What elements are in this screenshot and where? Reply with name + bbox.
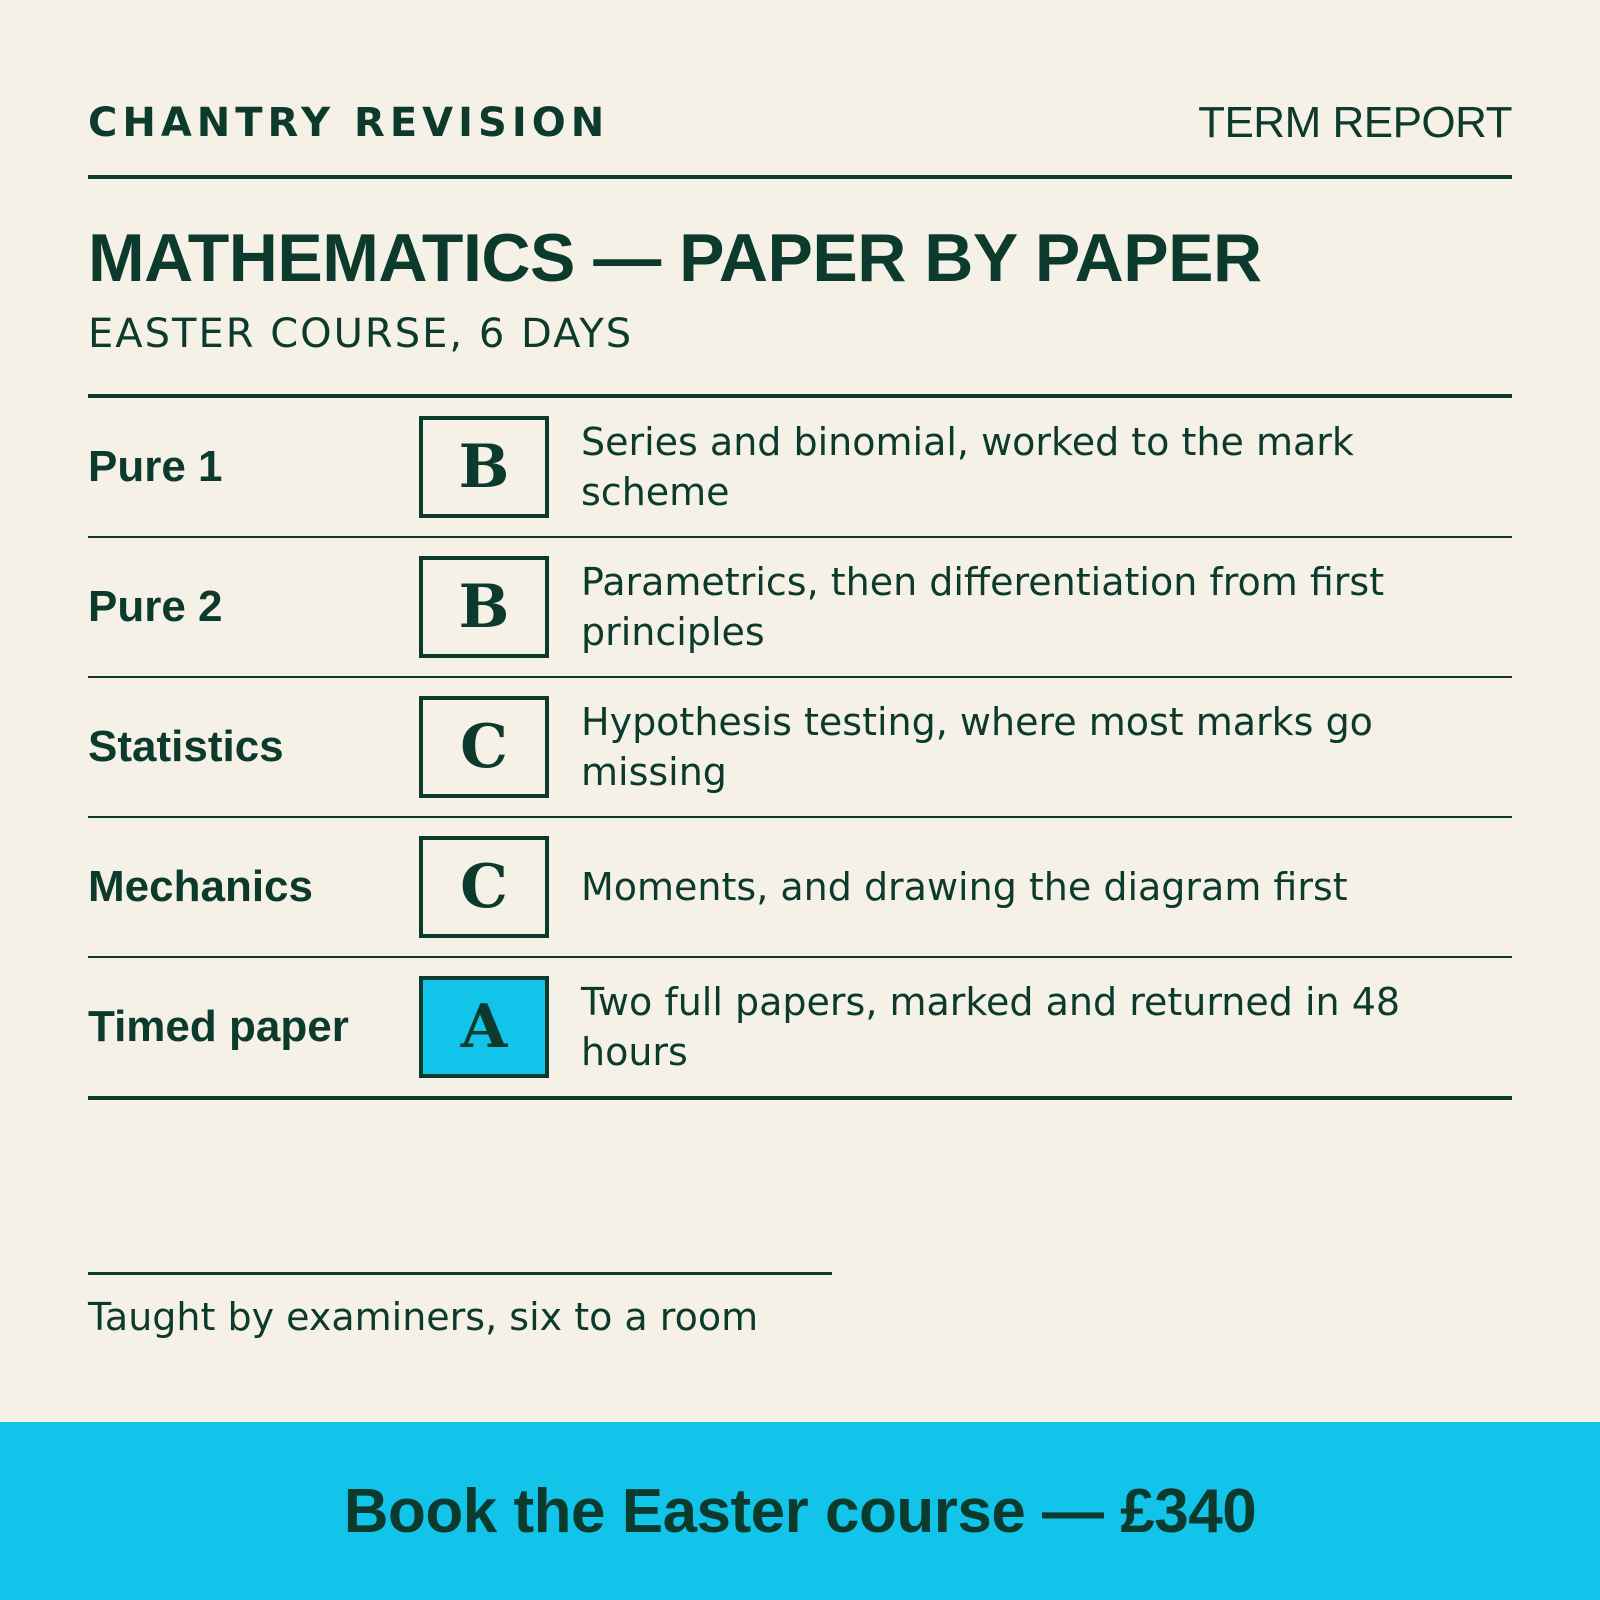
table-row <box>88 958 1512 1096</box>
book-course-button[interactable] <box>0 1422 1600 1600</box>
book-course-label: Book the Easter course — £340 <box>343 1476 1257 1546</box>
paper-note: Moments, and drawing the diagram first <box>581 865 1348 909</box>
paper-note: Series and binomial, worked to the mark scheme <box>581 420 1354 514</box>
table-row <box>88 398 1512 538</box>
table-row <box>88 538 1512 678</box>
header-divider <box>88 175 1512 179</box>
footnote: Taught by examiners, six to a room <box>88 1295 759 1339</box>
paper-name: Timed paper <box>88 1002 349 1051</box>
grade-box-highlighted: A <box>419 976 549 1078</box>
paper-name: Statistics <box>88 722 284 771</box>
paper-name: Mechanics <box>88 862 313 911</box>
brand-name: CHANTRY REVISION <box>88 100 610 146</box>
grade-box: C <box>419 696 549 798</box>
footnote-divider <box>88 1272 832 1275</box>
paper-note: Two full papers, marked and returned in 48 hours <box>581 980 1401 1074</box>
header <box>88 96 1512 150</box>
grade-box: B <box>419 556 549 658</box>
paper-note: Hypothesis testing, where most marks go missing <box>581 700 1373 794</box>
paper-name: Pure 1 <box>88 442 223 491</box>
paper-name: Pure 2 <box>88 582 223 631</box>
paper-note: Parametrics, then differentiation from first principles <box>581 560 1385 654</box>
grade-box: B <box>419 416 549 518</box>
table-row <box>88 818 1512 958</box>
grades-table <box>88 394 1512 1100</box>
grade-box: C <box>419 836 549 938</box>
page-subtitle: EASTER COURSE, 6 DAYS <box>88 311 634 357</box>
page-title: MATHEMATICS — PAPER BY PAPER <box>88 220 1262 296</box>
table-row <box>88 678 1512 818</box>
report-label: TERM REPORT <box>1198 98 1512 147</box>
